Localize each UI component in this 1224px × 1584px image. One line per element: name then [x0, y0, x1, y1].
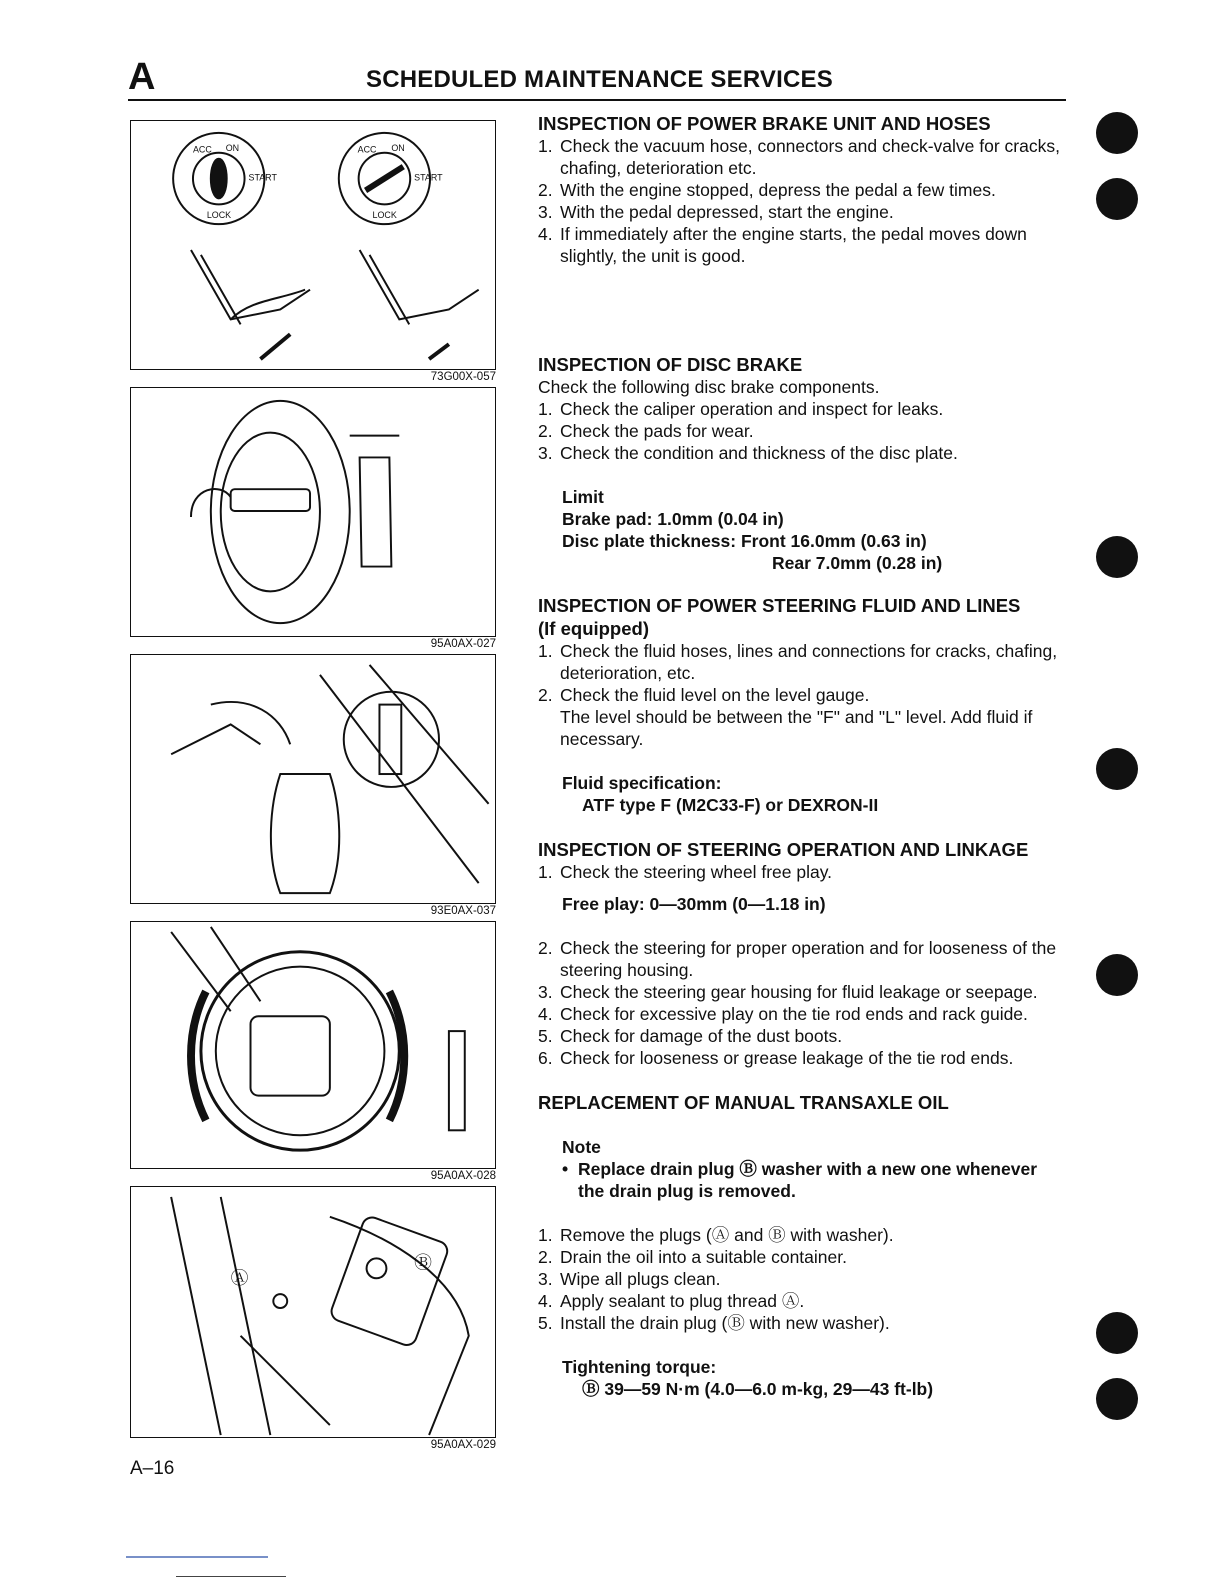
list-item — [538, 398, 1068, 420]
step-number: 2. — [538, 938, 553, 958]
step-list — [538, 640, 1068, 706]
figure-steering-wheel — [130, 921, 496, 1169]
step-number: 3. — [538, 443, 553, 463]
section-title: INSPECTION OF POWER BRAKE UNIT AND HOSES — [538, 113, 991, 134]
figure-transaxle — [130, 1186, 496, 1438]
disc-brake-illustration — [131, 388, 495, 636]
step-text: With the engine stopped, depress the pedal a few times. — [560, 180, 996, 200]
section-transaxle — [538, 1091, 1068, 1400]
step-list — [538, 135, 1068, 267]
list-item — [538, 1246, 1068, 1268]
note-text: Replace drain plug Ⓑ washer with a new one whenever the drain plug is removed. — [578, 1159, 1038, 1201]
ignition-label-on-2: ON — [391, 142, 405, 153]
list-item — [538, 1047, 1068, 1069]
list-item — [538, 179, 1068, 201]
step-number: 5. — [538, 1313, 553, 1333]
section-title: REPLACEMENT OF MANUAL TRANSAXLE OIL — [538, 1092, 949, 1113]
ignition-label-on: ON — [225, 142, 240, 153]
punch-hole-mark — [1096, 748, 1138, 790]
step-number: 1. — [538, 1225, 553, 1245]
figure-ignition-pedal — [130, 120, 496, 370]
figure-code: 95A0AX-029 — [430, 1439, 496, 1451]
list-item — [538, 201, 1068, 223]
step-number: 4. — [538, 1004, 553, 1024]
list-item — [538, 861, 1068, 883]
bullet-icon: • — [562, 1159, 569, 1179]
title-rule — [128, 99, 1066, 101]
disc-front-spec: Disc plate thickness: Front 16.0mm (0.63 in) — [562, 531, 927, 551]
step-text: Remove the plugs (Ⓐ and Ⓑ with washer). — [560, 1225, 894, 1245]
figure-code: 73G00X-057 — [430, 371, 496, 383]
ignition-label-start: START — [248, 172, 277, 183]
list-item — [538, 1268, 1068, 1290]
list-item — [538, 1025, 1068, 1047]
step-text: Check the steering wheel free play. — [560, 862, 833, 882]
punch-hole-mark — [1096, 536, 1138, 578]
step-text: Check the vacuum hose, connectors and check-valve for cracks, chafing, deterioration etc. — [560, 136, 1060, 178]
step-number: 6. — [538, 1048, 553, 1068]
step-list — [538, 1224, 1068, 1334]
step-text: Apply sealant to plug thread Ⓐ. — [560, 1291, 805, 1311]
step-number: 4. — [538, 1291, 553, 1311]
ignition-label-lock: LOCK — [206, 210, 232, 221]
step-list — [538, 398, 1068, 464]
figure-code: 93E0AX-037 — [430, 905, 496, 917]
level-note: The level should be between the "F" and "L" level. Add fluid if necessary. — [560, 707, 1033, 749]
footer-rule — [176, 1576, 286, 1577]
punch-hole-mark — [1096, 1312, 1138, 1354]
ignition-label-lock-2: LOCK — [372, 210, 397, 221]
step-number: 2. — [538, 421, 553, 441]
section-disc-brake — [538, 353, 1068, 574]
free-play-spec — [538, 893, 1068, 915]
step-number: 1. — [538, 399, 553, 419]
section-ps-fluid — [538, 594, 1068, 816]
section-power-brake — [538, 112, 1068, 267]
step-list — [538, 937, 1068, 1069]
section-title: INSPECTION OF DISC BRAKE — [538, 354, 803, 375]
punch-hole-mark — [1096, 112, 1138, 154]
ignition-pedal-illustration — [131, 121, 495, 369]
step-text: Check the pads for wear. — [560, 421, 754, 441]
step-text: Check the steering gear housing for fluid leakage or seepage. — [560, 982, 1038, 1002]
figure-code: 95A0AX-027 — [430, 638, 496, 650]
fluid-spec-label: Fluid specification: — [562, 773, 722, 793]
list-item — [538, 135, 1068, 179]
step-text: Check the steering for proper operation and for looseness of the steering housing. — [560, 938, 1057, 980]
disc-rear-spec: Rear 7.0mm (0.28 in) — [772, 553, 943, 573]
list-item — [538, 1312, 1068, 1334]
section-letter: A — [128, 56, 156, 98]
step-text: Check the fluid level on the level gauge. — [560, 685, 870, 705]
ignition-label-acc-2: ACC — [357, 144, 377, 155]
step-text: Check for damage of the dust boots. — [560, 1026, 843, 1046]
callout-b: Ⓑ — [414, 1252, 433, 1274]
step-number: 2. — [538, 685, 553, 705]
section-subtitle: (If equipped) — [538, 618, 649, 639]
step-text: Install the drain plug (Ⓑ with new washer). — [560, 1313, 890, 1333]
step-number: 1. — [538, 136, 553, 156]
step-text: Check for excessive play on the tie rod ends and rack guide. — [560, 1004, 1028, 1024]
list-item — [538, 981, 1068, 1003]
punch-hole-mark — [1096, 178, 1138, 220]
brake-pad-spec: Brake pad: 1.0mm (0.04 in) — [562, 509, 784, 529]
note-item — [538, 1158, 1068, 1202]
figure-code: 95A0AX-028 — [430, 1170, 496, 1182]
step-text: With the pedal depressed, start the engine. — [560, 202, 894, 222]
step-number: 1. — [538, 641, 553, 661]
torque-value: Ⓑ 39—59 N·m (4.0—6.0 m-kg, 29—43 ft-lb) — [582, 1379, 934, 1399]
step-text: Drain the oil into a suitable container. — [560, 1247, 847, 1267]
step-number: 3. — [538, 982, 553, 1002]
step-text: Wipe all plugs clean. — [560, 1269, 721, 1289]
list-item — [538, 442, 1068, 464]
footer-rule — [126, 1556, 268, 1558]
section-steering — [538, 838, 1068, 1069]
figure-ps-fluid — [130, 654, 496, 904]
step-text: If immediately after the engine starts, the pedal moves down slightly, the unit is good. — [560, 224, 1027, 266]
figure-disc-brake — [130, 387, 496, 637]
section-intro: Check the following disc brake components. — [538, 377, 880, 397]
steering-wheel-illustration — [131, 922, 495, 1168]
note-label: Note — [562, 1137, 601, 1157]
step-number: 1. — [538, 862, 553, 882]
list-item — [538, 420, 1068, 442]
page-number: A–16 — [130, 1458, 175, 1479]
note-block — [538, 1136, 1068, 1158]
torque-label: Tightening torque: — [562, 1357, 717, 1377]
step-number: 3. — [538, 202, 553, 222]
list-item — [538, 1290, 1068, 1312]
punch-hole-mark — [1096, 954, 1138, 996]
step-text: Check the caliper operation and inspect for leaks. — [560, 399, 944, 419]
free-play-value: Free play: 0—30mm (0—1.18 in) — [562, 894, 826, 914]
step-number: 4. — [538, 224, 553, 244]
section-title: INSPECTION OF STEERING OPERATION AND LINKAGE — [538, 839, 1029, 860]
transaxle-illustration — [131, 1187, 495, 1437]
content-column — [538, 112, 1068, 1400]
punch-hole-mark — [1096, 1378, 1138, 1420]
list-item — [538, 684, 1068, 706]
list-item — [538, 223, 1068, 267]
fluid-spec — [538, 772, 1068, 816]
list-item — [538, 640, 1068, 684]
step-number: 2. — [538, 180, 553, 200]
page-title: SCHEDULED MAINTENANCE SERVICES — [366, 66, 833, 93]
step-text: Check the fluid hoses, lines and connections for cracks, chafing, deterioration, etc. — [560, 641, 1058, 683]
limit-spec — [538, 486, 1068, 574]
limit-label: Limit — [562, 487, 604, 507]
step-list — [538, 861, 1068, 883]
step-text: Check for looseness or grease leakage of the tie rod ends. — [560, 1048, 1014, 1068]
section-title: INSPECTION OF POWER STEERING FLUID AND LINES — [538, 595, 1021, 616]
list-item — [538, 1003, 1068, 1025]
list-item — [538, 937, 1068, 981]
ignition-label-start-2: START — [414, 172, 443, 183]
torque-spec — [538, 1356, 1068, 1400]
step-number: 3. — [538, 1269, 553, 1289]
step-text: Check the condition and thickness of the disc plate. — [560, 443, 958, 463]
callout-a: Ⓐ — [230, 1268, 249, 1290]
ignition-label-acc: ACC — [192, 144, 212, 155]
ps-fluid-illustration — [131, 655, 495, 903]
step-number: 5. — [538, 1026, 553, 1046]
fluid-spec-value: ATF type F (M2C33-F) or DEXRON-II — [582, 795, 879, 815]
list-item — [538, 1224, 1068, 1246]
step-number: 2. — [538, 1247, 553, 1267]
